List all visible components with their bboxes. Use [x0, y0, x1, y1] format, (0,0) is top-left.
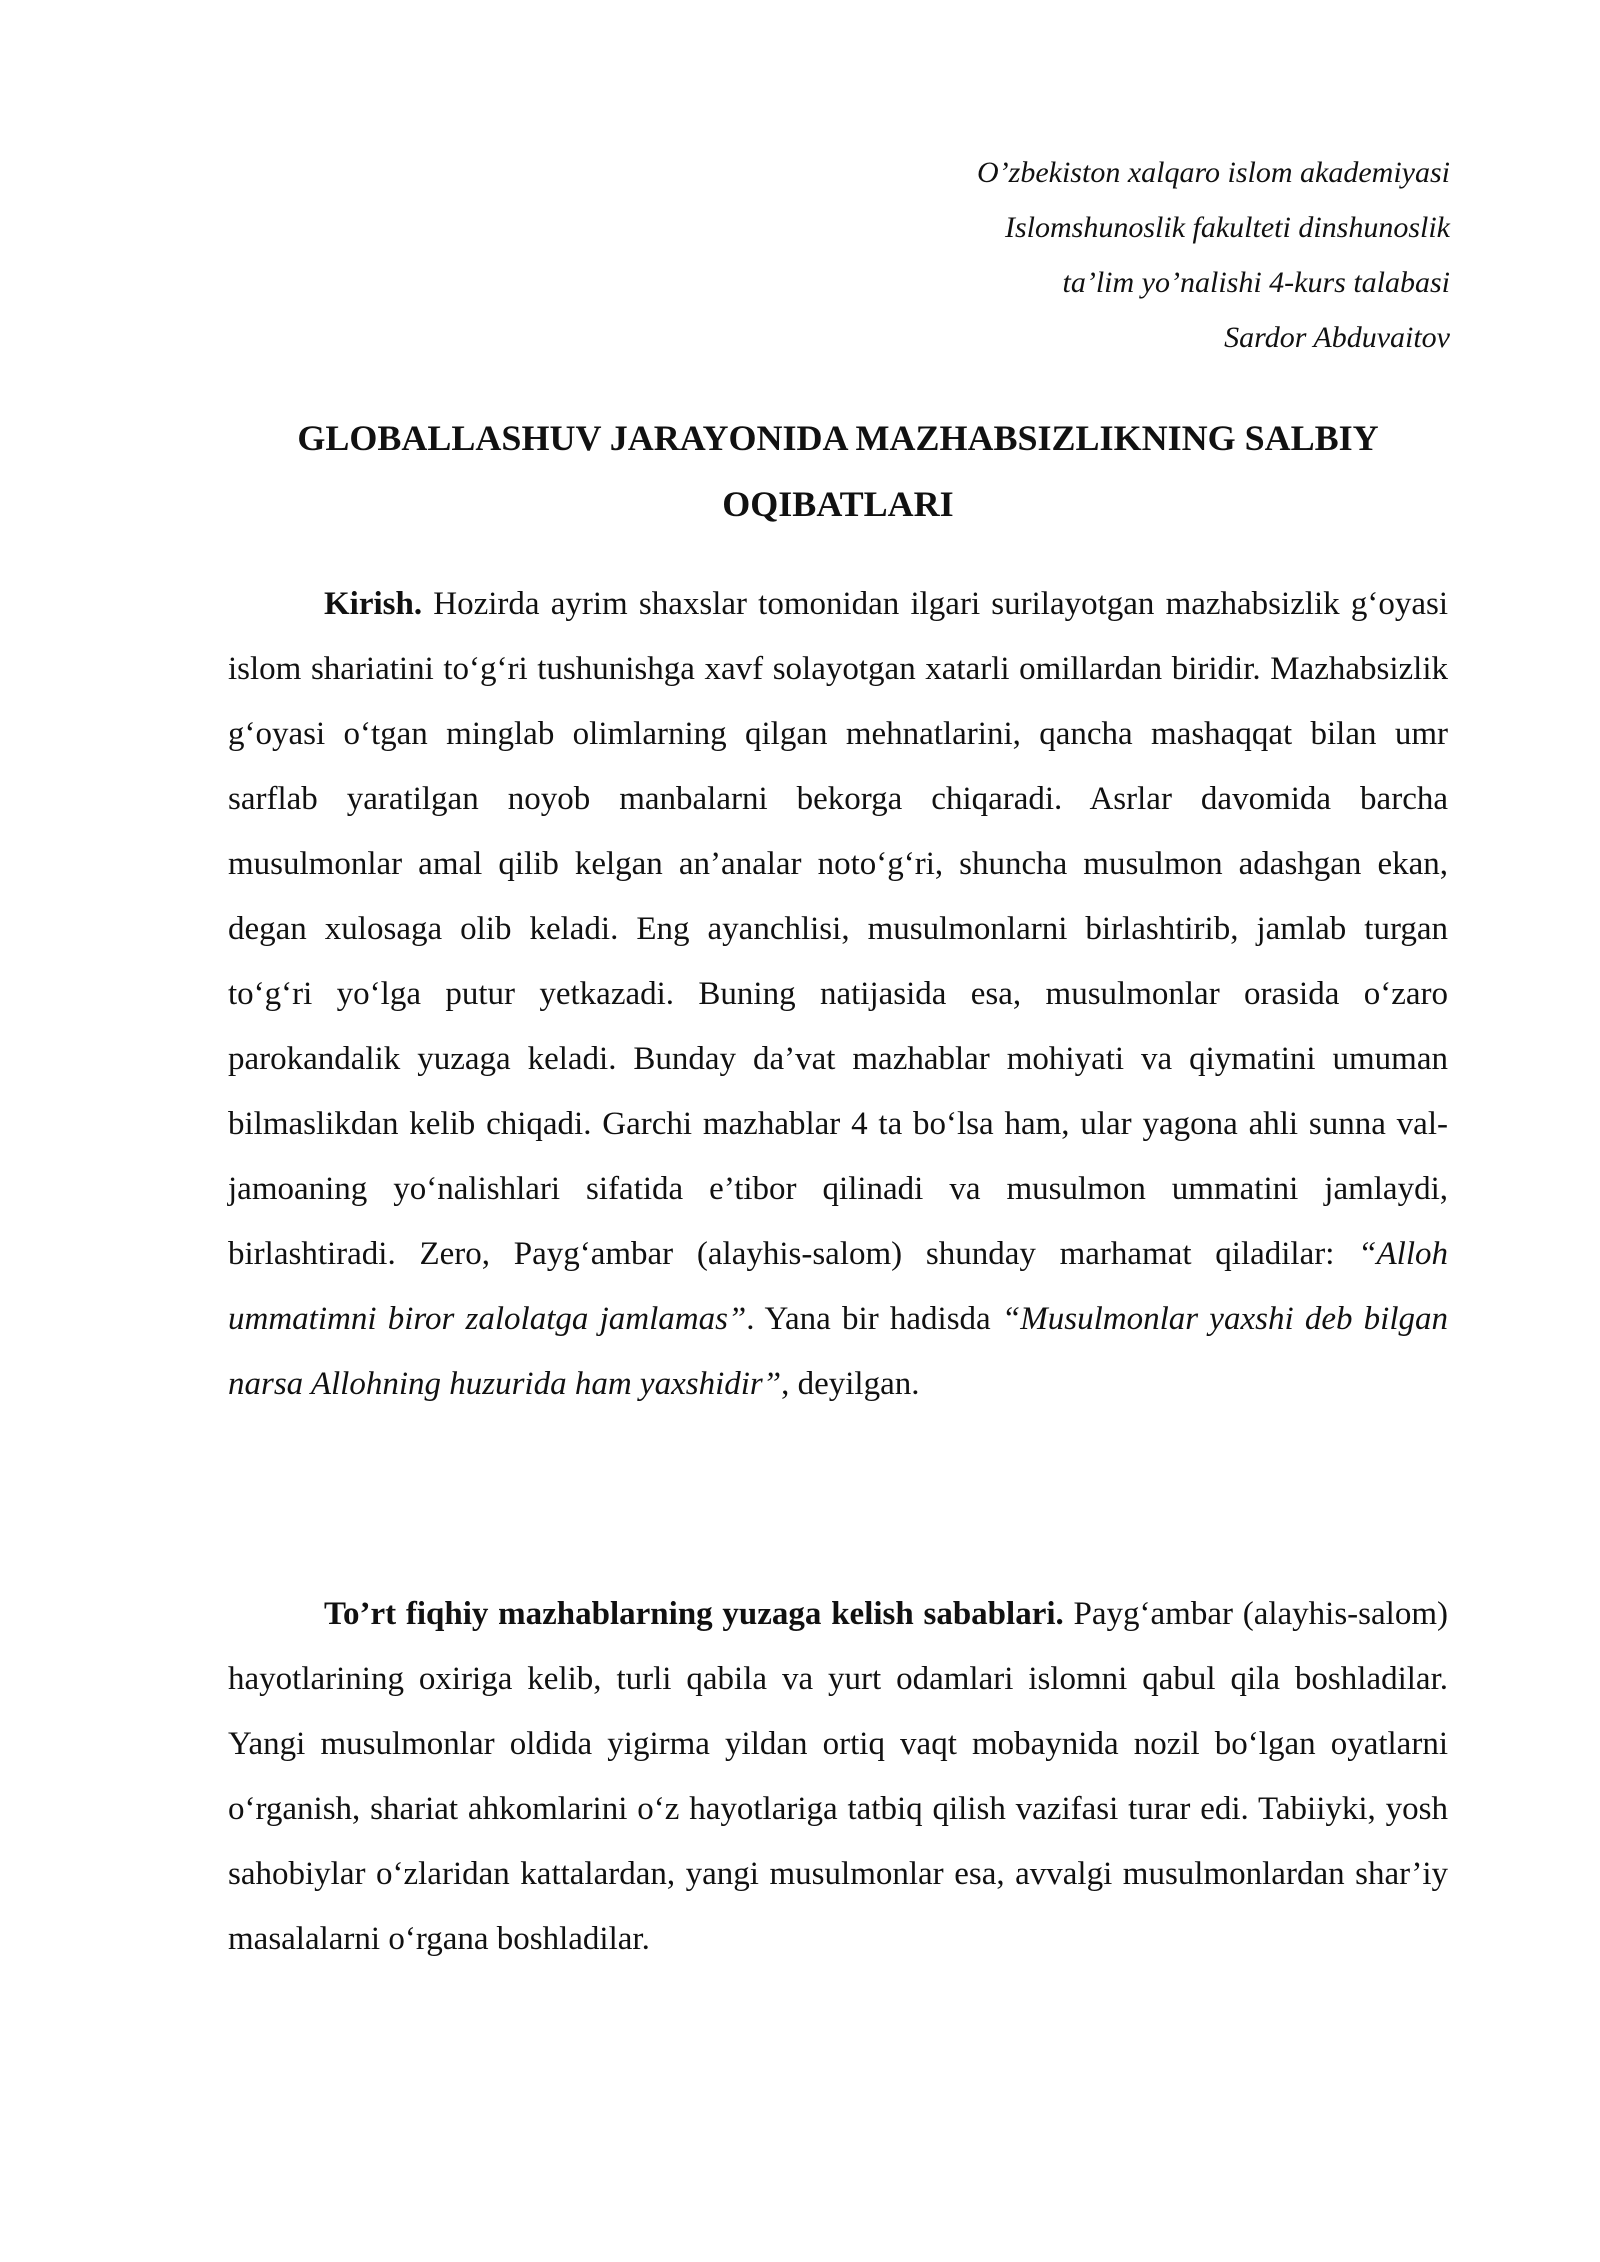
section2-text: Payg‘ambar (alayhis-salom) hayotlarining oxiriga kelib, turli qabila va yurt odamlari islomni qabul qila boshladilar. Yangi musulmonlar oldida yigirma yildan ortiq vaqt mobaynida nozil bo‘lgan oyatlarni o‘rganish, shariat ahkomlarini o‘z hayotlariga tatbiq qilish vazifasi turar edi. Tabiiyki, yosh sahobiylar o‘zlaridan kattalardan, yangi musulmonlar esa, avvalgi musulmonlardan shar’iy masalalarni o‘rgana boshladilar. — [228, 1596, 1448, 1957]
title-line-1: GLOBALLASHUV JARAYONIDA MAZHABSIZLIKNING SALBIY — [297, 418, 1379, 458]
intro-paragraph — [228, 572, 1448, 1417]
hadith-quote-1: “Alloh ummatimni biror zalolatga jamlamas” — [228, 1236, 1448, 1337]
intro-text-1: Hozirda ayrim shaxslar tomonidan ilgari surilayotgan mazhabsizlik g‘oyasi islom shariatini to‘g‘ri tushunishga xavf solayotgan xatarli omillardan biridir. Mazhabsizlik g‘oyasi o‘tgan minglab olimlarning qilgan mehnatlarini, qancha mashaqqat bilan umr sarflab yaratilgan noyob manbalarni bekorga chiqaradi. Asrlar davomida barcha musulmonlar amal qilib kelgan an’analar noto‘g‘ri, shuncha musulmon adashgan ekan, degan xulosaga olib keladi. Eng ayanchlisi, musulmonlarni birlashtirib, jamlab turgan to‘g‘ri yo‘lga putur yetkazadi. Buning natijasida esa, musulmonlar orasida o‘zaro parokandalik yuzaga keladi. Bunday da’vat mazhablar mohiyati va qiymatini umuman bilmaslikdan kelib chiqadi. Garchi mazhablar 4 ta bo‘lsa ham, ular yagona ahli sunna val-jamoaning yo‘nalishlari sifatida e’tibor qilinadi va musulmon ummatini jamlaydi, birlashtiradi. Zero, Payg‘ambar (alayhis-salom) shunday marhamat qiladilar: — [228, 586, 1448, 1272]
author-program: ta’lim yo’nalishi 4-kurs talabasi — [1062, 266, 1450, 299]
intro-text-3: , deyilgan. — [781, 1366, 920, 1402]
intro-text-2: . Yana bir hadisda — [746, 1301, 1002, 1337]
intro-heading: Kirish. — [324, 586, 423, 622]
section2-paragraph — [228, 1582, 1448, 1972]
author-info — [550, 145, 1450, 365]
title-line-2: OQIBATLARI — [722, 484, 954, 524]
section2-heading: To’rt fiqhiy mazhablarning yuzaga kelish sabablari. — [324, 1596, 1064, 1632]
author-name: Sardor Abduvaitov — [1224, 321, 1450, 354]
author-institution: O’zbekiston xalqaro islom akademiyasi — [977, 156, 1450, 189]
document-title — [228, 405, 1448, 537]
hadith-quote-2: “Musulmonlar yaxshi deb bilgan narsa Allohning huzurida ham yaxshidir” — [228, 1301, 1448, 1402]
author-faculty: Islomshunoslik fakulteti dinshunoslik — [1005, 211, 1450, 244]
